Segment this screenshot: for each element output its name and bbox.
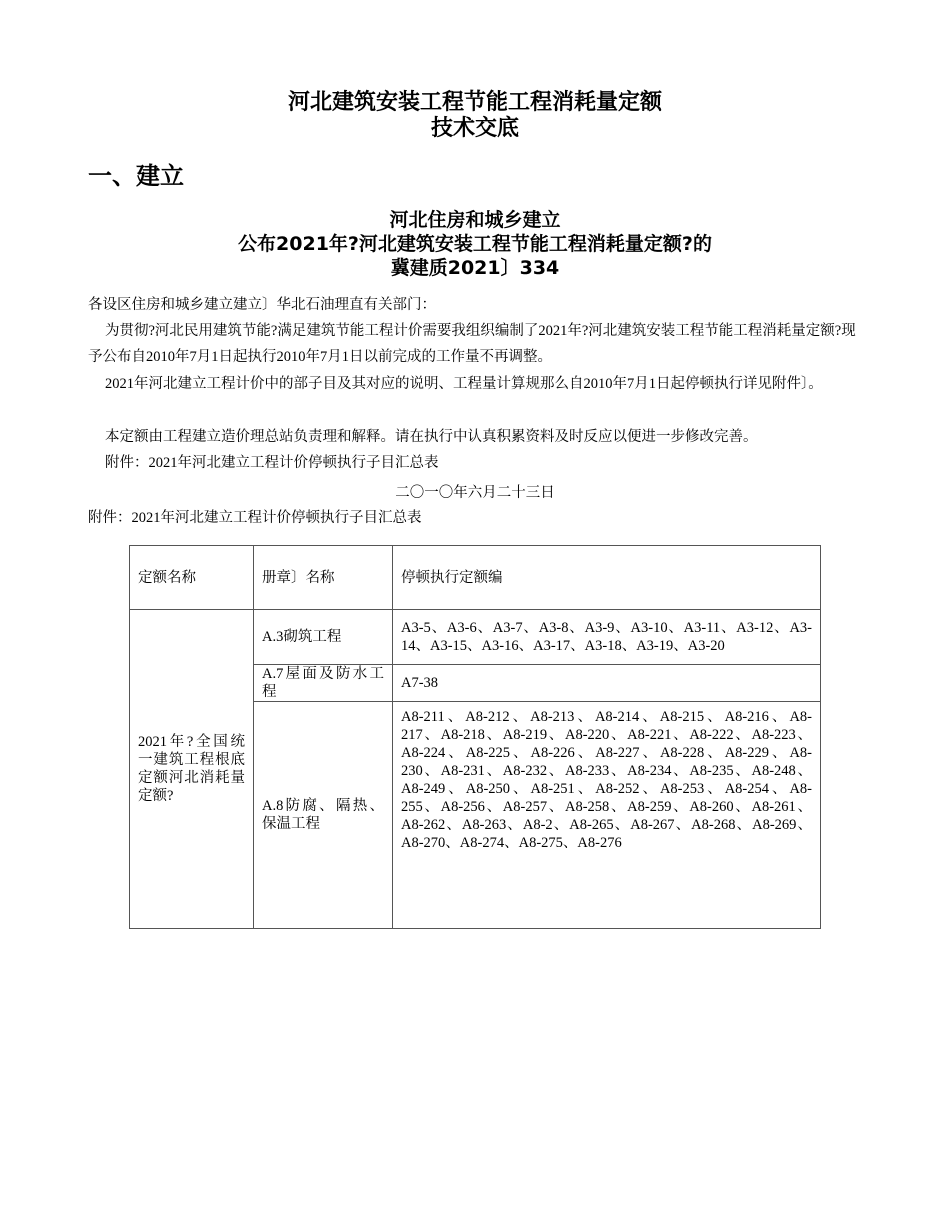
chapter-cell: A.8防腐、隔热、保温工程	[254, 702, 393, 929]
chapter-cell: A.7屋面及防水工程	[254, 665, 393, 702]
attachment-title: 附件：2021年河北建立工程计价停顿执行子目汇总表	[88, 510, 422, 526]
notice-title-line1: 河北住房和城乡建立	[389, 209, 561, 231]
suspended-items-table	[129, 545, 821, 929]
table-header-row	[130, 546, 821, 610]
document-subtitle: 技术交底	[430, 116, 519, 141]
addressee-line: 各设区住房和城乡建立建立〕华北石油理直有关部门：	[88, 297, 436, 313]
codes-cell: A7-38	[393, 665, 821, 702]
attachment-note: 附件：2021年河北建立工程计价停顿执行子目汇总表	[105, 455, 439, 471]
notice-title-line2: 公布2021年?河北建筑安装工程节能工程消耗量定额?的	[238, 233, 712, 255]
table-row	[130, 610, 821, 665]
codes-cell: A3-5、A3-6、A3-7、A3-8、A3-9、A3-10、A3-11、A3-12、A3-14、A3-15、A3-16、A3-17、A3-18、A3-19、A3-20	[393, 610, 821, 665]
document-title: 河北建筑安装工程节能工程消耗量定额	[287, 90, 662, 115]
paragraph-1: 为贯彻?河北民用建筑节能?满足建筑节能工程计价需要我组织编制了2021年?河北建筑安装工程节能工程消耗量定额?现予公布自2010年7月1日起执行2010年7月1日以前完成的工作量不再调整。	[88, 323, 856, 365]
issue-date: 二〇一〇年六月二十三日	[395, 485, 555, 501]
codes-cell: A8-211、A8-212、A8-213、A8-214、A8-215、A8-216、A8-217、A8-218、A8-219、A8-220、A8-221、A8-222、A8-223、A8-224、A8-225、A8-226、A8-227、A8-228、A8-229、A8-230、A8-231、A8-232、A8-233、A8-234、A8-235、A8-248、A8-249、A8-250、A8-251、A8-252、A8-253、A8-254、A8-255、A8-256、A8-257、A8-258、A8-259、A8-260、A8-261、A8-262、A8-263、A8-2、A8-265、A8-267、A8-268、A8-269、A8-270、A8-274、A8-275、A8-276	[393, 702, 821, 929]
paragraph-3: 本定额由工程建立造价理总站负责理和解释。请在执行中认真积累资料及时反应以便进一步修改完善。	[105, 429, 758, 445]
quota-name-cell: 2021年?全国统一建筑工程根底定额河北消耗量定额?	[130, 610, 254, 929]
header-chapter-name: 册章〕名称	[254, 546, 393, 610]
header-suspended-codes: 停顿执行定额编	[393, 546, 821, 610]
notice-doc-number: 冀建质2021〕334	[390, 257, 560, 279]
header-quota-name: 定额名称	[130, 546, 254, 610]
section-heading: 一、建立	[88, 162, 184, 190]
paragraph-2: 2021年河北建立工程计价中的部子目及其对应的说明、工程量计算规那么自2010年7月1日起停顿执行详见附件〕。	[105, 376, 823, 392]
chapter-cell: A.3砌筑工程	[254, 610, 393, 665]
